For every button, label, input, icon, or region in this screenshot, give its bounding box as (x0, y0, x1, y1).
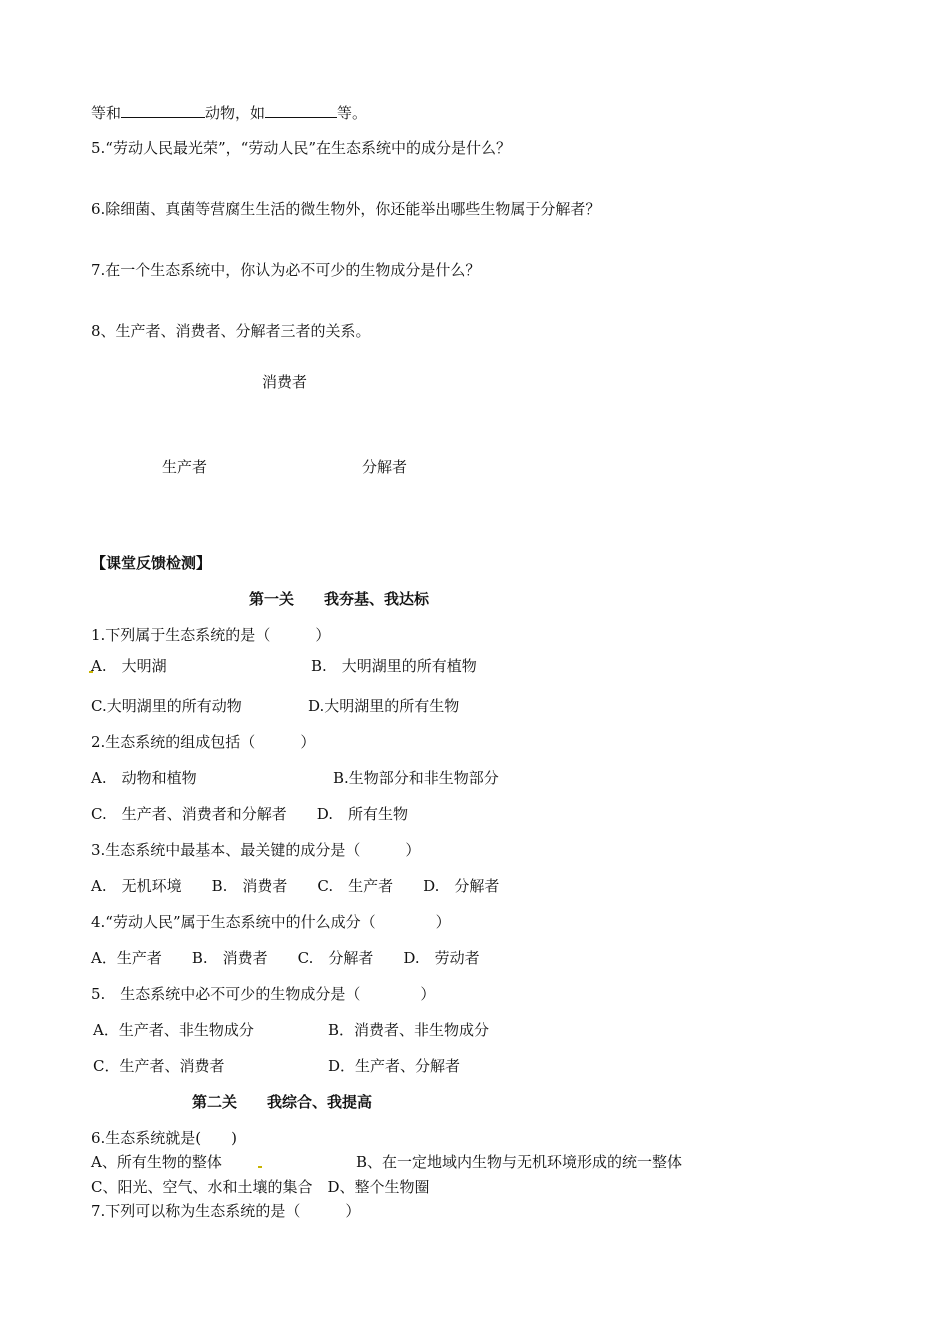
fill-text-3: 等。 (337, 104, 368, 122)
l1-q1-option-a: A. 大明湖 (91, 657, 167, 675)
l1-q2-option-b: B.生物部分和非生物部分 (333, 769, 499, 787)
l1-question-4: 4.“劳动人民”属于生态系统中的什么成分（ ） (91, 913, 451, 931)
l1-q1-option-d: D.大明湖里的所有生物 (308, 697, 460, 715)
l2-question-7: 7.下列可以称为生态系统的是（ ） (91, 1202, 361, 1220)
fill-text-1: 等和 (91, 104, 122, 122)
l2-q6-option-a: A、所有生物的整体 (91, 1153, 222, 1171)
l1-q1-option-c: C.大明湖里的所有动物 (91, 697, 242, 715)
l1-q5-option-a: A．生产者、非生物成分 (93, 1021, 254, 1039)
l1-q5-option-b: B．消费者、非生物成分 (328, 1021, 490, 1039)
l2-question-6: 6.生态系统就是( ) (91, 1129, 238, 1147)
question-6: 6.除细菌、真菌等营腐生生活的微生物外，你还能举出哪些生物属于分解者？ (91, 200, 601, 218)
section-title: 【课堂反馈检测】 (91, 554, 212, 572)
question-5: 5.“劳动人民最光荣”，“劳动人民”在生态系统中的成分是什么？ (91, 139, 511, 157)
level1-title: 第一关 我夯基、我达标 (249, 590, 430, 608)
fill-in-line (91, 103, 367, 123)
relation-decomposer-label: 分解者 (362, 458, 408, 476)
relation-producer-label: 生产者 (162, 458, 208, 476)
l2-q6-options-cd: C、阳光、空气、水和土壤的集合 D、整个生物圈 (91, 1178, 430, 1196)
fill-text-2: 动物，如 (205, 104, 266, 122)
l1-q3-options: A. 无机环境 B. 消费者 C. 生产者 D. 分解者 (91, 877, 500, 895)
l1-q5-option-c: C．生产者、消费者 (93, 1057, 225, 1075)
l1-q4-options: A．生产者 B. 消费者 C. 分解者 D. 劳动者 (91, 949, 480, 967)
l1-question-2: 2.生态系统的组成包括（ ） (91, 733, 316, 751)
relation-consumer-label: 消费者 (262, 373, 308, 391)
l1-question-5: 5. 生态系统中必不可少的生物成分是（ ） (91, 985, 436, 1003)
l1-question-3: 3.生态系统中最基本、最关键的成分是（ ） (91, 841, 421, 859)
question-7: 7.在一个生态系统中，你认为必不可少的生物成分是什么？ (91, 261, 481, 279)
l1-q5-option-d: D．生产者、分解者 (328, 1057, 461, 1075)
answer-blank-2[interactable] (265, 103, 337, 118)
answer-blank-1[interactable] (121, 103, 205, 118)
l1-question-1: 1.下列属于生态系统的是（ ） (91, 626, 331, 644)
question-8: 8、生产者、消费者、分解者三者的关系。 (91, 322, 371, 340)
l1-q1-option-b: B. 大明湖里的所有植物 (311, 657, 477, 675)
l1-q2-option-a: A. 动物和植物 (91, 769, 197, 787)
l1-q2-options-cd: C. 生产者、消费者和分解者 D. 所有生物 (91, 805, 408, 823)
l2-q6-option-b: B、在一定地域内生物与无机环境形成的统一整体 (356, 1153, 683, 1171)
stray-mark-2 (258, 1166, 262, 1168)
level2-title: 第二关 我综合、我提高 (192, 1093, 373, 1111)
